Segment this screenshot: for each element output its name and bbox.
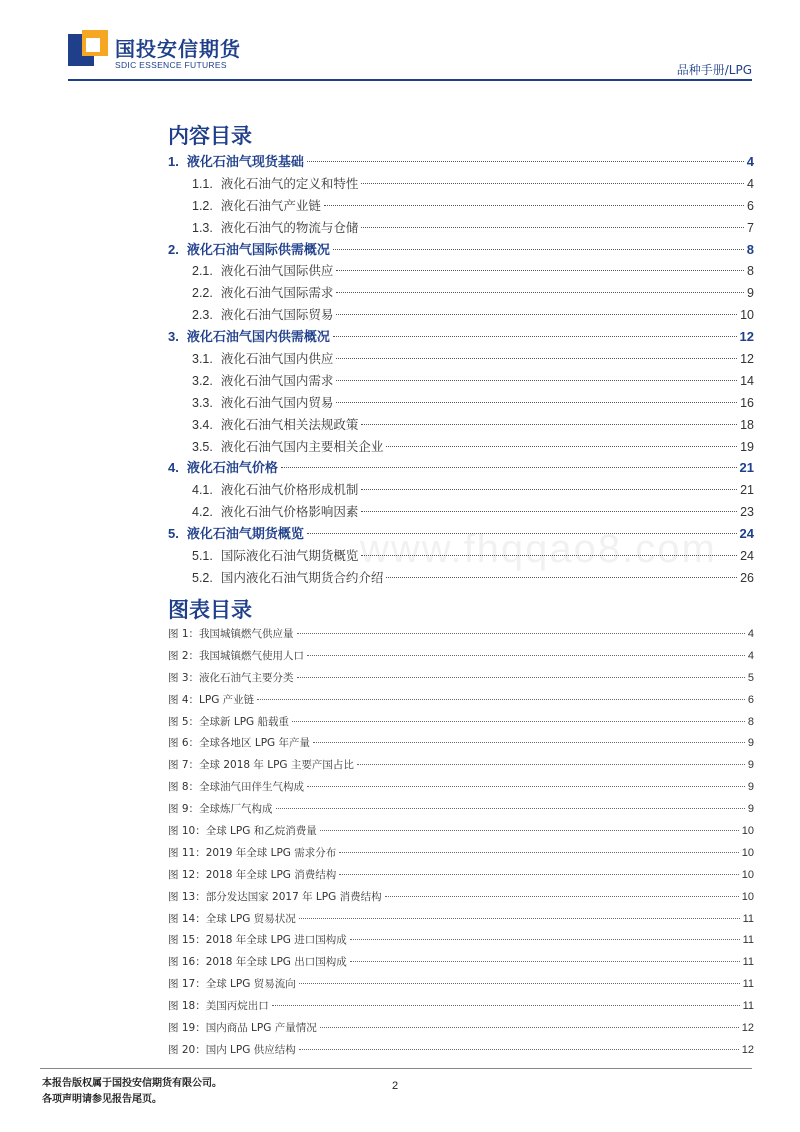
figure-entry-label: 图 4：LPG 产业链 [168, 693, 255, 706]
toc-entry-label: 液化石油气国内需求 [220, 372, 334, 388]
dot-leader [299, 918, 740, 919]
dot-leader [299, 1049, 739, 1050]
toc-entry-label: 液化石油气国际供需概况 [186, 242, 330, 258]
toc-entry[interactable] [168, 567, 754, 589]
toc-entry-number: 3.3. [192, 395, 213, 410]
toc-entry[interactable] [168, 348, 754, 370]
toc-entry-label: 液化石油气现货基础 [186, 155, 304, 170]
dot-leader [350, 939, 740, 940]
toc-entry-label: 液化石油气的物流与仓储 [220, 219, 359, 235]
dot-leader [339, 852, 738, 853]
figure-entry[interactable] [168, 668, 754, 690]
toc-entry-number: 5.1. [192, 549, 213, 564]
figure-entry-page: 10 [741, 868, 754, 881]
toc-entry[interactable] [168, 414, 754, 436]
toc-entry-number: 1. [168, 154, 179, 169]
toc-entry-page: 7 [747, 220, 754, 235]
toc-title: 内容目录 [168, 124, 252, 148]
figure-entry-page: 11 [742, 1000, 754, 1013]
toc-entry[interactable] [168, 370, 754, 392]
toc-entry-number: 3.1. [192, 352, 213, 367]
toc-entry-page: 12 [739, 329, 754, 345]
toc-entry-number: 5. [168, 526, 179, 542]
toc-entry-page: 4 [747, 176, 754, 191]
toc-entry-number: 3.2. [192, 373, 213, 388]
figure-entry-page: 9 [747, 759, 754, 772]
toc-entry-label: 国内液化石油气期货合约介绍 [220, 569, 384, 585]
figure-entry-label: 图 6：全球各地区 LPG 年产量 [168, 737, 311, 750]
figure-entry-page: 4 [747, 628, 754, 640]
figure-entry[interactable] [168, 821, 754, 843]
toc-entry-label: 液化石油气国内供需概况 [186, 330, 330, 346]
figure-entry[interactable] [168, 952, 754, 974]
toc-entry-number: 2. [168, 241, 179, 257]
toc-entry-page: 23 [740, 505, 754, 520]
toc-entry-number: 3.5. [192, 439, 213, 454]
figure-entry-page: 9 [747, 781, 754, 794]
figure-entry[interactable] [168, 909, 754, 931]
figure-entry-label: 图 7：全球 2018 年 LPG 主要产国占比 [168, 759, 354, 772]
figure-entry-page: 11 [742, 934, 754, 947]
dot-leader [361, 555, 737, 556]
toc-entry[interactable] [168, 545, 754, 567]
dot-leader [386, 446, 737, 447]
watermark: www.fhqqao8.com [360, 527, 717, 571]
toc-entry-page: 16 [740, 395, 754, 410]
figure-entry-page: 9 [747, 803, 754, 816]
figure-entry-page: 12 [741, 1043, 754, 1056]
dot-leader [297, 677, 745, 678]
figure-list [168, 624, 754, 1062]
figure-entry[interactable] [168, 777, 754, 799]
figure-entry-label: 图 11：2019 年全球 LPG 需求分布 [168, 846, 337, 859]
dot-leader [336, 358, 737, 359]
dot-leader [361, 511, 737, 512]
document-category: 品种手册/LPG [676, 63, 752, 77]
figure-entry-page: 12 [741, 1022, 754, 1035]
dot-leader [361, 424, 737, 425]
figure-entry-page: 5 [747, 671, 754, 684]
figure-entry-label: 图 16：2018 年全球 LPG 出口国构成 [168, 956, 347, 969]
toc-entry-page: 19 [740, 439, 754, 454]
toc-entry-page: 10 [740, 308, 754, 323]
dot-leader [336, 270, 744, 271]
page-header [0, 0, 800, 82]
figure-entry[interactable] [168, 624, 754, 646]
toc-entry[interactable] [168, 151, 754, 173]
company-logo-icon [68, 30, 108, 70]
dot-leader [336, 314, 737, 315]
toc-entry-page: 14 [740, 373, 754, 388]
toc-entry-label: 国际液化石油气期货概览 [220, 548, 359, 564]
dot-leader [361, 489, 737, 490]
toc-entry-label: 液化石油气价格影响因素 [220, 504, 359, 520]
toc-entry-label: 液化石油气价格 [186, 461, 278, 477]
toc-entry-page: 4 [746, 154, 754, 169]
figure-entry[interactable] [168, 755, 754, 777]
dot-leader [281, 467, 737, 468]
figure-entry[interactable] [168, 996, 754, 1018]
toc-entry[interactable] [168, 326, 754, 348]
dot-leader [257, 699, 745, 700]
footer-divider [40, 1068, 752, 1069]
toc-entry-label: 液化石油气产业链 [220, 197, 321, 213]
toc-entry-number: 1.2. [192, 198, 213, 213]
figure-entry-page: 9 [747, 737, 754, 750]
dot-leader [357, 764, 745, 765]
toc-entry-number: 1.1. [192, 176, 213, 191]
figure-entry[interactable] [168, 1040, 754, 1062]
figure-entry-label: 图 13：部分发达国家 2017 年 LPG 消费结构 [168, 890, 382, 903]
dot-leader [385, 896, 739, 897]
figure-entry[interactable] [168, 1018, 754, 1040]
toc-entry-label: 液化石油气价格形成机制 [220, 482, 359, 498]
footer-disclaimer [42, 1076, 222, 1108]
dot-leader [361, 227, 744, 228]
toc-entry-label: 液化石油气国际贸易 [220, 307, 334, 323]
figure-entry-label: 图 17：全球 LPG 贸易流向 [168, 978, 296, 991]
figure-entry-label: 图 8：全球油气田伴生气构成 [168, 781, 305, 794]
toc-entry-number: 2.1. [192, 264, 213, 279]
toc-entry-number: 2.2. [192, 286, 213, 301]
figure-entry[interactable] [168, 733, 754, 755]
dot-leader [272, 1005, 740, 1006]
dot-leader [336, 402, 737, 403]
figure-entry[interactable] [168, 712, 754, 734]
toc-entry[interactable] [168, 173, 754, 195]
figure-entry-page: 8 [747, 715, 754, 728]
figure-entry[interactable] [168, 690, 754, 712]
toc-entry-number: 4.1. [192, 483, 213, 498]
toc-entry[interactable] [168, 217, 754, 239]
toc-entry[interactable] [168, 260, 754, 282]
toc-entry[interactable] [168, 304, 754, 326]
figure-entry-label: 图 12：2018 年全球 LPG 消费结构 [168, 868, 337, 881]
toc-entry[interactable] [168, 457, 754, 479]
toc-entry-page: 21 [740, 483, 754, 498]
dot-leader [276, 808, 745, 809]
toc-entry-label: 液化石油气国际供应 [220, 263, 334, 279]
figure-entry-label: 图 9：全球炼厂气构成 [168, 803, 273, 816]
toc-entry[interactable] [168, 523, 754, 545]
dot-leader [313, 742, 745, 743]
figure-entry-label: 图 2：我国城镇燃气使用人口 [168, 649, 305, 662]
figure-entry-page: 6 [747, 693, 754, 706]
toc-entry-number: 4. [168, 460, 179, 476]
figure-entry-page: 10 [741, 890, 754, 903]
dot-leader [336, 380, 737, 381]
dot-leader [297, 633, 745, 634]
footer-line-2: 各项声明请参见报告尾页。 [42, 1094, 162, 1105]
toc-entry-page: 9 [747, 286, 754, 301]
toc-entry[interactable] [168, 239, 754, 261]
toc-entry-number: 3. [168, 329, 179, 345]
page-number: 2 [392, 1080, 399, 1092]
figure-entry-label: 图 20：国内 LPG 供应结构 [168, 1043, 296, 1056]
toc-entry-number: 5.2. [192, 570, 213, 585]
toc-entry-number: 3.4. [192, 417, 213, 432]
toc-entry-page: 8 [747, 264, 754, 279]
toc-entry-page: 8 [746, 241, 754, 257]
dot-leader [386, 577, 737, 578]
figure-entry[interactable] [168, 974, 754, 996]
toc-entry-label: 液化石油气国内主要相关企业 [220, 438, 384, 454]
toc-entry[interactable] [168, 501, 754, 523]
toc-entry-label: 液化石油气相关法规政策 [220, 416, 359, 432]
toc-entry-number: 2.3. [192, 308, 213, 323]
dot-leader [292, 721, 745, 722]
figure-entry[interactable] [168, 799, 754, 821]
figure-entry[interactable] [168, 887, 754, 909]
figure-entry-page: 4 [747, 649, 754, 662]
figure-entry-label: 图 5：全球新 LPG 船载重 [168, 715, 290, 728]
toc-entry-label: 液化石油气期货概览 [186, 527, 304, 543]
dot-leader [307, 533, 737, 534]
header-divider [68, 79, 752, 81]
table-of-contents [168, 151, 754, 589]
toc-entry-label: 液化石油气国内贸易 [220, 394, 334, 410]
toc-entry[interactable] [168, 479, 754, 501]
dot-leader [333, 249, 744, 250]
figure-entry[interactable] [168, 646, 754, 668]
toc-entry-label: 液化石油气的定义和特性 [220, 175, 359, 191]
toc-entry-page: 24 [739, 526, 754, 542]
footer-line-1: 本报告版权属于国投安信期货有限公司。 [42, 1078, 222, 1089]
toc-entry[interactable] [168, 392, 754, 414]
toc-entry-page: 26 [740, 570, 754, 585]
toc-entry-page: 6 [747, 198, 754, 213]
figure-entry[interactable] [168, 930, 754, 952]
toc-entry-label: 液化石油气国内供应 [220, 351, 334, 367]
dot-leader [307, 786, 745, 787]
dot-leader [320, 830, 739, 831]
company-name-cn: 国投安信期货 [115, 37, 241, 61]
figure-entry-label: 图 1：我国城镇燃气供应量 [168, 628, 294, 640]
toc-entry-page: 12 [740, 352, 754, 367]
figure-entry-label: 图 3：液化石油气主要分类 [168, 671, 294, 684]
dot-leader [361, 183, 744, 184]
figure-entry-page: 11 [742, 978, 754, 991]
dot-leader [339, 874, 738, 875]
toc-entry-label: 液化石油气国际需求 [220, 285, 334, 301]
toc-entry-page: 18 [740, 417, 754, 432]
figure-entry-label: 图 18：美国丙烷出口 [168, 1000, 269, 1013]
figure-entry[interactable] [168, 843, 754, 865]
dot-leader [333, 336, 737, 337]
toc-entry[interactable] [168, 282, 754, 304]
dot-leader [307, 161, 744, 162]
toc-entry[interactable] [168, 436, 754, 458]
dot-leader [307, 655, 745, 656]
figure-list-title: 图表目录 [168, 598, 252, 622]
dot-leader [350, 961, 740, 962]
figure-entry-page: 11 [742, 912, 754, 925]
figure-entry-label: 图 15：2018 年全球 LPG 进口国构成 [168, 934, 347, 947]
figure-entry-label: 图 19：国内商品 LPG 产量情况 [168, 1022, 317, 1035]
figure-entry-page: 10 [741, 846, 754, 859]
figure-entry-label: 图 10：全球 LPG 和乙烷消费量 [168, 825, 317, 838]
toc-entry-page: 21 [739, 460, 754, 476]
figure-entry-page: 10 [741, 825, 754, 838]
figure-entry[interactable] [168, 865, 754, 887]
dot-leader [320, 1027, 739, 1028]
toc-entry-page: 24 [740, 549, 754, 564]
dot-leader [336, 292, 744, 293]
dot-leader [324, 205, 744, 206]
dot-leader [299, 983, 740, 984]
figure-entry-page: 11 [742, 956, 754, 969]
figure-entry-label: 图 14：全球 LPG 贸易状况 [168, 912, 296, 925]
toc-entry-number: 1.3. [192, 220, 213, 235]
toc-entry[interactable] [168, 195, 754, 217]
company-name-en: SDIC ESSENCE FUTURES [115, 60, 227, 70]
toc-entry-number: 4.2. [192, 505, 213, 520]
